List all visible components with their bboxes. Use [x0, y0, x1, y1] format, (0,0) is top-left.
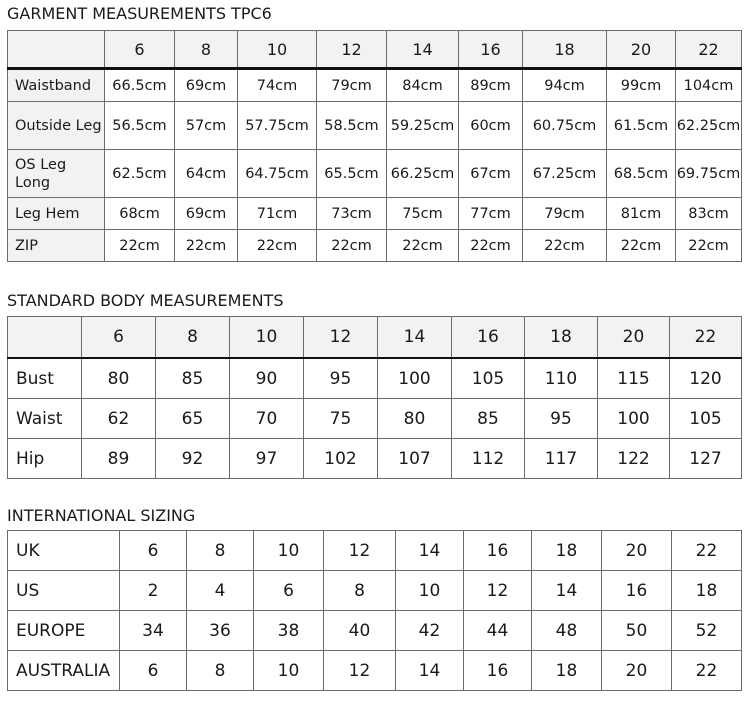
international-sizing-table — [7, 530, 742, 691]
size-cell: 2 — [120, 571, 187, 611]
measurement-cell: 68.5cm — [607, 150, 676, 198]
international-sizing-title: INTERNATIONAL SIZING — [7, 506, 196, 525]
region-label: US — [8, 571, 120, 611]
size-header: 16 — [459, 31, 523, 69]
measurement-cell: 69cm — [175, 69, 238, 102]
table-row — [8, 571, 742, 611]
row-label: Waist — [8, 399, 82, 439]
table-row — [8, 150, 742, 198]
measurement-cell: 60.75cm — [523, 102, 607, 150]
measurement-cell: 127 — [670, 439, 742, 479]
size-cell: 10 — [396, 571, 464, 611]
measurement-cell: 62.5cm — [105, 150, 175, 198]
measurement-cell: 22cm — [676, 230, 742, 262]
measurement-cell: 75cm — [387, 198, 459, 230]
measurement-cell: 59.25cm — [387, 102, 459, 150]
measurement-cell: 105 — [452, 358, 525, 399]
measurement-cell: 22cm — [175, 230, 238, 262]
row-label: Outside Leg — [8, 102, 105, 150]
measurement-cell: 115 — [598, 358, 670, 399]
measurement-cell: 75 — [304, 399, 378, 439]
size-cell: 8 — [187, 651, 254, 691]
measurement-cell: 84cm — [387, 69, 459, 102]
measurement-cell: 89 — [82, 439, 156, 479]
measurement-cell: 107 — [378, 439, 452, 479]
measurement-cell: 112 — [452, 439, 525, 479]
measurement-cell: 110 — [525, 358, 598, 399]
size-header: 14 — [387, 31, 459, 69]
measurement-cell: 83cm — [676, 198, 742, 230]
measurement-cell: 102 — [304, 439, 378, 479]
size-cell: 6 — [120, 651, 187, 691]
corner-cell — [8, 31, 105, 69]
size-header: 8 — [156, 317, 230, 359]
measurement-cell: 22cm — [607, 230, 676, 262]
size-header: 6 — [82, 317, 156, 359]
measurement-cell: 94cm — [523, 69, 607, 102]
table-row — [8, 439, 742, 479]
table-row — [8, 358, 742, 399]
table-row — [8, 399, 742, 439]
measurement-cell: 66.5cm — [105, 69, 175, 102]
size-header: 8 — [175, 31, 238, 69]
size-header: 16 — [452, 317, 525, 359]
size-cell: 16 — [602, 571, 672, 611]
measurement-cell: 85 — [452, 399, 525, 439]
measurement-cell: 22cm — [387, 230, 459, 262]
body-measurements-table — [7, 316, 742, 479]
size-header: 22 — [670, 317, 742, 359]
measurement-cell: 67cm — [459, 150, 523, 198]
size-cell: 20 — [602, 651, 672, 691]
table-row — [8, 531, 742, 571]
size-cell: 6 — [120, 531, 187, 571]
measurement-cell: 22cm — [317, 230, 387, 262]
table-row — [8, 230, 742, 262]
size-cell: 34 — [120, 611, 187, 651]
measurement-cell: 81cm — [607, 198, 676, 230]
measurement-cell: 95 — [525, 399, 598, 439]
size-cell: 8 — [324, 571, 396, 611]
measurement-cell: 56.5cm — [105, 102, 175, 150]
size-header: 22 — [676, 31, 742, 69]
region-label: UK — [8, 531, 120, 571]
size-cell: 38 — [254, 611, 324, 651]
measurement-cell: 90 — [230, 358, 304, 399]
measurement-cell: 77cm — [459, 198, 523, 230]
size-header: 18 — [525, 317, 598, 359]
corner-cell — [8, 317, 82, 359]
size-header: 14 — [378, 317, 452, 359]
size-header: 10 — [238, 31, 317, 69]
measurement-cell: 74cm — [238, 69, 317, 102]
row-label: ZIP — [8, 230, 105, 262]
row-label: Waistband — [8, 69, 105, 102]
measurement-cell: 68cm — [105, 198, 175, 230]
size-header: 18 — [523, 31, 607, 69]
row-label: Bust — [8, 358, 82, 399]
measurement-cell: 66.25cm — [387, 150, 459, 198]
row-label: OS Leg Long — [8, 150, 105, 198]
measurement-cell: 67.25cm — [523, 150, 607, 198]
measurement-cell: 70 — [230, 399, 304, 439]
size-cell: 16 — [464, 651, 532, 691]
measurement-cell: 69cm — [175, 198, 238, 230]
measurement-cell: 92 — [156, 439, 230, 479]
body-measurements-title: STANDARD BODY MEASUREMENTS — [7, 291, 284, 310]
measurement-cell: 85 — [156, 358, 230, 399]
measurement-cell: 80 — [378, 399, 452, 439]
measurement-cell: 65 — [156, 399, 230, 439]
size-cell: 8 — [187, 531, 254, 571]
measurement-cell: 100 — [378, 358, 452, 399]
size-header: 6 — [105, 31, 175, 69]
region-label: EUROPE — [8, 611, 120, 651]
measurement-cell: 97 — [230, 439, 304, 479]
measurement-cell: 62.25cm — [676, 102, 742, 150]
garment-measurements-table — [7, 30, 742, 262]
table-row — [8, 651, 742, 691]
size-header: 20 — [598, 317, 670, 359]
measurement-cell: 64.75cm — [238, 150, 317, 198]
table-row — [8, 198, 742, 230]
size-cell: 18 — [672, 571, 742, 611]
measurement-cell: 120 — [670, 358, 742, 399]
size-cell: 22 — [672, 651, 742, 691]
size-cell: 18 — [532, 651, 602, 691]
size-cell: 18 — [532, 531, 602, 571]
measurement-cell: 79cm — [523, 198, 607, 230]
size-cell: 12 — [324, 651, 396, 691]
size-cell: 36 — [187, 611, 254, 651]
size-header: 12 — [304, 317, 378, 359]
size-cell: 42 — [396, 611, 464, 651]
row-label: Leg Hem — [8, 198, 105, 230]
size-cell: 14 — [396, 531, 464, 571]
measurement-cell: 73cm — [317, 198, 387, 230]
measurement-cell: 65.5cm — [317, 150, 387, 198]
measurement-cell: 105 — [670, 399, 742, 439]
size-cell: 48 — [532, 611, 602, 651]
size-header: 10 — [230, 317, 304, 359]
garment-measurements-title: GARMENT MEASUREMENTS TPC6 — [7, 4, 272, 23]
measurement-cell: 104cm — [676, 69, 742, 102]
size-header: 12 — [317, 31, 387, 69]
measurement-cell: 61.5cm — [607, 102, 676, 150]
size-cell: 4 — [187, 571, 254, 611]
measurement-cell: 58.5cm — [317, 102, 387, 150]
measurement-cell: 117 — [525, 439, 598, 479]
table-row — [8, 611, 742, 651]
measurement-cell: 80 — [82, 358, 156, 399]
measurement-cell: 99cm — [607, 69, 676, 102]
measurement-cell: 57.75cm — [238, 102, 317, 150]
size-cell: 14 — [532, 571, 602, 611]
measurement-cell: 22cm — [105, 230, 175, 262]
measurement-cell: 79cm — [317, 69, 387, 102]
size-cell: 50 — [602, 611, 672, 651]
size-cell: 6 — [254, 571, 324, 611]
size-cell: 20 — [602, 531, 672, 571]
measurement-cell: 95 — [304, 358, 378, 399]
size-cell: 12 — [324, 531, 396, 571]
measurement-cell: 69.75cm — [676, 150, 742, 198]
row-label: Hip — [8, 439, 82, 479]
size-cell: 44 — [464, 611, 532, 651]
measurement-cell: 57cm — [175, 102, 238, 150]
measurement-cell: 62 — [82, 399, 156, 439]
size-cell: 10 — [254, 651, 324, 691]
measurement-cell: 22cm — [523, 230, 607, 262]
measurement-cell: 64cm — [175, 150, 238, 198]
measurement-cell: 100 — [598, 399, 670, 439]
size-cell: 52 — [672, 611, 742, 651]
size-header: 20 — [607, 31, 676, 69]
measurement-cell: 122 — [598, 439, 670, 479]
measurement-cell: 71cm — [238, 198, 317, 230]
size-cell: 14 — [396, 651, 464, 691]
measurement-cell: 22cm — [238, 230, 317, 262]
size-cell: 10 — [254, 531, 324, 571]
size-header-row — [8, 31, 742, 69]
measurement-cell: 60cm — [459, 102, 523, 150]
region-label: AUSTRALIA — [8, 651, 120, 691]
measurement-cell: 22cm — [459, 230, 523, 262]
table-row — [8, 69, 742, 102]
size-cell: 22 — [672, 531, 742, 571]
measurement-cell: 89cm — [459, 69, 523, 102]
table-row — [8, 102, 742, 150]
size-header-row — [8, 317, 742, 359]
size-cell: 16 — [464, 531, 532, 571]
size-cell: 12 — [464, 571, 532, 611]
size-cell: 40 — [324, 611, 396, 651]
